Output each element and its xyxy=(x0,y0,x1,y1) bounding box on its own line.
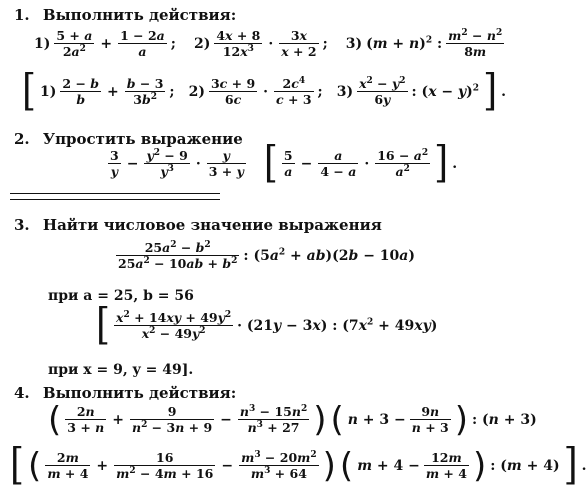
fraction: $\frac{3}{y}$ xyxy=(110,148,119,179)
task-title: Выполнить действия: xyxy=(42,6,237,24)
fraction: $\frac{2n}{3 + n}$ xyxy=(67,404,105,435)
right-paren: ) xyxy=(454,399,468,440)
task-title: Выполнить действия: xyxy=(42,384,237,402)
fraction: $\frac{16 - a^2}{a^2}$ xyxy=(377,147,429,179)
task-number: 2. xyxy=(14,130,30,148)
task-2-heading xyxy=(14,130,243,148)
item-label: 1) xyxy=(40,83,57,100)
task-3-heading xyxy=(14,216,382,234)
left-paren: ( xyxy=(339,445,354,486)
section-divider xyxy=(10,193,220,200)
item-label: 2) xyxy=(188,83,205,100)
task-number: 1. xyxy=(14,6,30,24)
right-bracket: ] xyxy=(483,66,498,116)
task-number: 4. xyxy=(14,384,30,402)
fraction: $\frac{2 - b}{b}$ xyxy=(62,76,100,107)
left-bracket: [ xyxy=(263,138,278,188)
fraction: $\frac{4x + 8}{12x^3}$ xyxy=(216,28,261,59)
right-paren: ) xyxy=(472,445,487,486)
fraction: $\frac{16}{m^2 - 4m + 16}$ xyxy=(116,450,214,481)
fraction: $\frac{b - 3}{3b^2}$ xyxy=(126,76,164,107)
fraction: $\frac{2c^4}{c + 3}$ xyxy=(276,75,312,107)
left-paren: ( xyxy=(330,399,344,440)
fraction: $\frac{m^2 - n^2}{8m}$ xyxy=(448,27,503,59)
fraction: $\frac{5 + a}{2a^2}$ xyxy=(56,28,93,59)
task-3-expression-1: $\frac{25a^2 - b^2}{25a^2 - 10ab + b^2}$ : $(5a^2 + ab)(2b - 10a)$ xyxy=(118,239,415,271)
fraction: $\frac{m^3 - 20m^2}{m^3 + 64}$ xyxy=(241,449,317,481)
task-1-row-2: [ 1) $\frac{2 - b}{b}$ + $\frac{b - 3}{3b^2}$ ; 2) $\frac{3c + 9}{6c}$ · $\frac{2c^4}{c + 3}$ ; 3) $\frac{x^2 - y^2}{6y}$ : $(x - y)^2$ ] . xyxy=(22,66,506,116)
task-3-condition-2: при x = 9, y = 49]. xyxy=(48,362,194,378)
fraction: $\frac{x^2 - y^2}{6y}$ xyxy=(359,75,406,107)
fraction: $\frac{3x}{x + 2}$ xyxy=(281,28,317,59)
fraction: $\frac{12m}{m + 4}$ xyxy=(425,450,467,481)
task-3-expression-2: [ $\frac{x^2 + 14xy + 49y^2}{x^2 - 49y^2}$ · (21y − 3x) : $(7x^2 + 49xy)$ xyxy=(96,300,438,350)
fraction: $\frac{2m}{m + 4}$ xyxy=(47,450,89,481)
fraction: $\frac{y}{3 + y}$ xyxy=(208,148,244,179)
item-label: 3) xyxy=(336,83,354,100)
left-paren: ( xyxy=(48,399,62,440)
fraction: $\frac{5}{a}$ xyxy=(283,148,293,179)
left-bracket: [ xyxy=(96,300,111,350)
right-bracket: ] xyxy=(563,440,578,490)
fraction: $\frac{x^2 + 14xy + 49y^2}{x^2 - 49y^2}$ xyxy=(116,309,232,341)
task-1-row-1: 1) $\frac{5 + a}{2a^2}$ + $\frac{1 - 2a}{a}$ ; 2) $\frac{4x + 8}{12x^3}$ · $\frac{3x}{x + 2}$ ; 3) $(m + n)^2$ : $\frac{m^2 - n^2}{8m}$ xyxy=(34,27,503,59)
fraction: $\frac{n^3 - 15n^2}{n^3 + 27}$ xyxy=(239,403,308,435)
fraction: $\frac{9}{n^2 - 3n + 9}$ xyxy=(131,404,213,435)
fraction: $\frac{a}{4 - a}$ xyxy=(320,148,357,179)
right-paren: ) xyxy=(313,399,327,440)
fraction: $\frac{9n}{n + 3}$ xyxy=(411,404,449,435)
left-bracket: [ xyxy=(10,440,25,490)
fraction: $\frac{3c + 9}{6c}$ xyxy=(210,76,256,107)
left-paren: ( xyxy=(28,445,42,486)
item-label: 2) xyxy=(193,35,211,52)
fraction: $\frac{25a^2 - b^2}{25a^2 - 10ab + b^2}$ xyxy=(118,239,238,271)
item-label: 1) xyxy=(34,35,51,52)
task-4-expression-2: [ ( $\frac{2m}{m + 4}$ + $\frac{16}{m^2 - 4m + 16}$ − $\frac{m^3 - 20m^2}{m^3 + 64}$ ) ( m + 4 − $\frac{12m}{m + 4}$ ) : (m + 4) ] . xyxy=(10,440,586,490)
fraction: $\frac{1 - 2a}{a}$ xyxy=(120,28,165,59)
task-3-condition-1: при a = 25, b = 56 xyxy=(48,288,194,304)
right-bracket: ] xyxy=(434,138,449,188)
task-1-heading xyxy=(14,6,236,24)
task-number: 3. xyxy=(14,216,30,234)
task-2-expression: $\frac{3}{y}$ − $\frac{y^2 - 9}{y^3}$ · $\frac{y}{3 + y}$ [ $\frac{5}{a}$ − $\frac{a}{4 - a}$ · $\frac{16 - a^2}{a^2}$ ] . xyxy=(110,138,458,188)
right-paren: ) xyxy=(322,445,336,486)
left-bracket: [ xyxy=(22,66,37,116)
task-4-expression-1: ( $\frac{2n}{3 + n}$ + $\frac{9}{n^2 - 3n + 9}$ − $\frac{n^3 - 15n^2}{n^3 + 27}$ ) ( n + 3 − $\frac{9n}{n + 3}$ ) : (n + 3) xyxy=(48,399,537,440)
fraction: $\frac{y^2 - 9}{y^3}$ xyxy=(146,147,188,179)
task-title: Упростить выражение xyxy=(42,130,243,148)
item-label: 3) xyxy=(345,35,363,52)
task-title: Найти числовое значение выражения xyxy=(42,216,382,234)
